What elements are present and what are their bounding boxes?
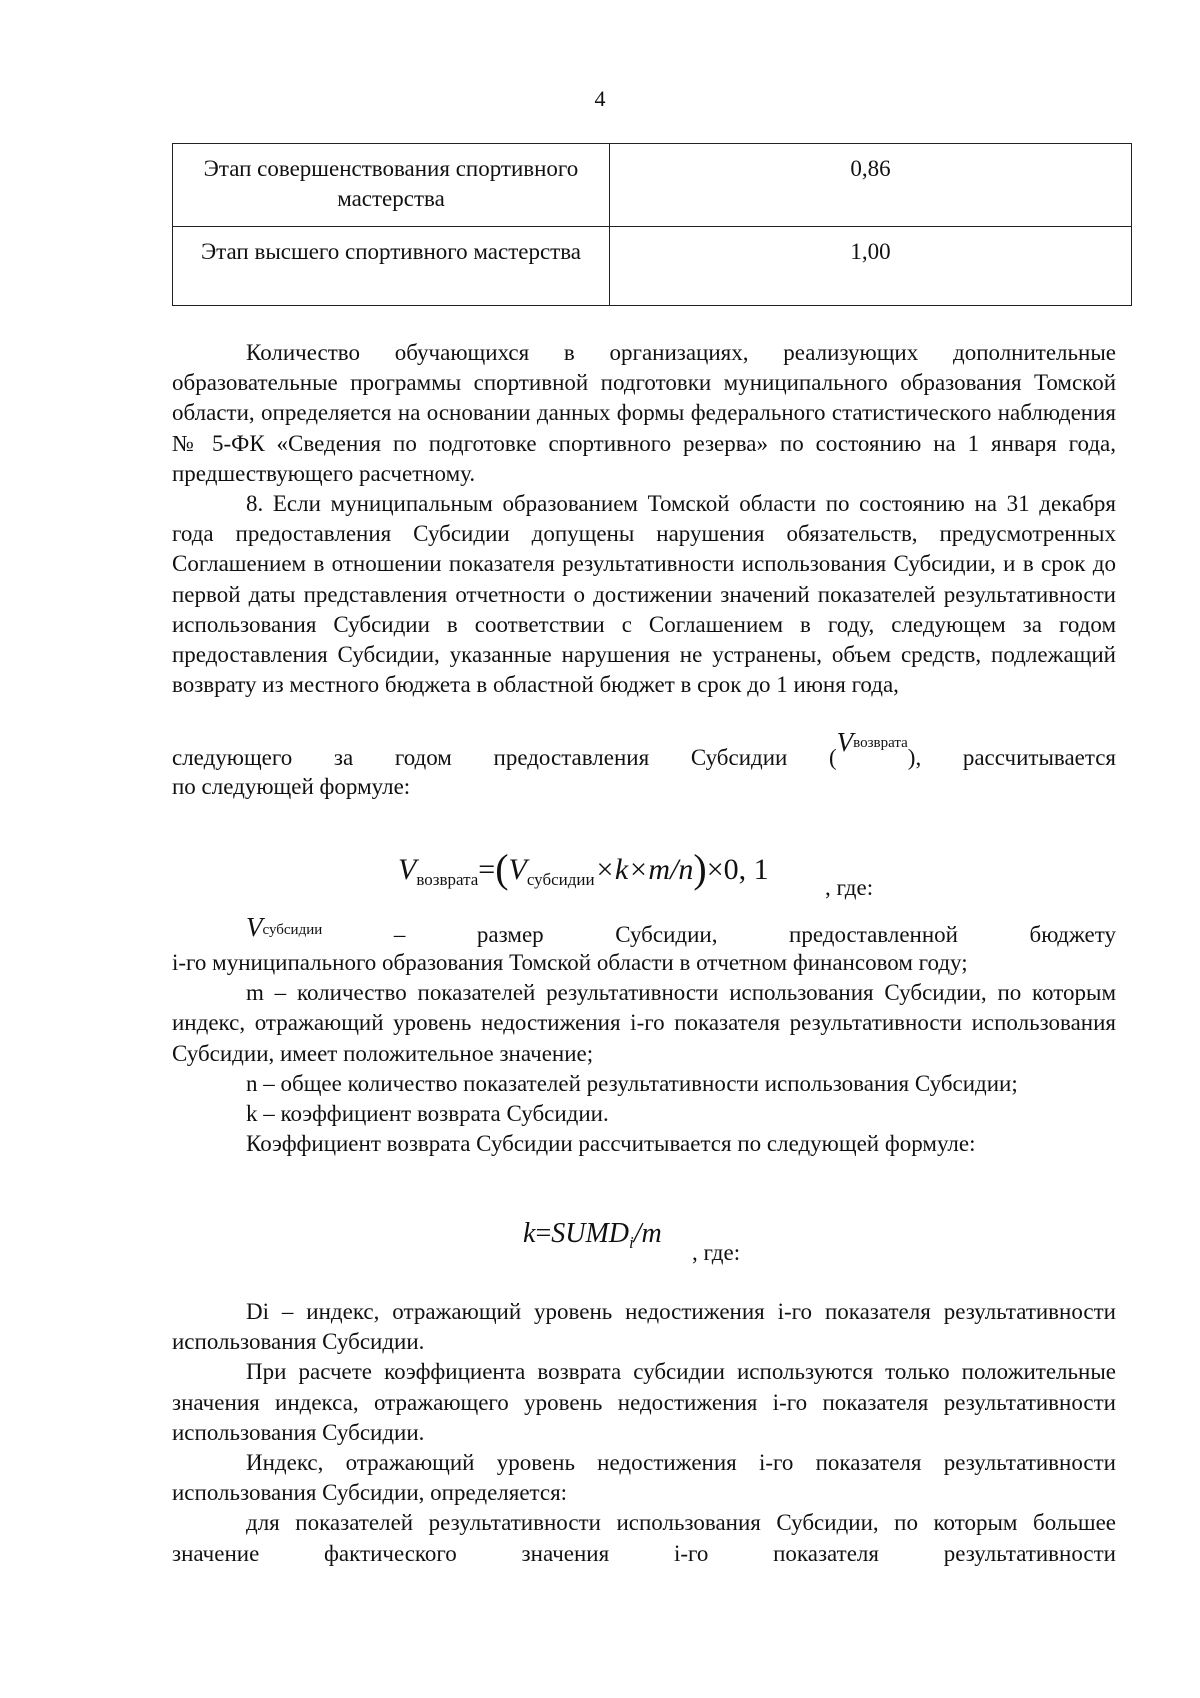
table-row	[173, 227, 1132, 306]
formula2-sum: SUMD	[551, 1218, 629, 1249]
formula-where: , где:	[825, 875, 874, 900]
text-block-1	[172, 338, 1116, 700]
variable-v: V	[836, 727, 854, 757]
definition-vsub-cont: i-го муниципального образования Томской области в отчетном финансовом году;	[172, 950, 968, 975]
text-line-with-variable	[172, 727, 1116, 776]
table-cell-value: 1,00	[610, 227, 1132, 306]
paragraph-formula-intro: по следующей формуле:	[172, 774, 411, 799]
text-block-formula-intro	[172, 772, 1116, 802]
vsub-term: V	[246, 912, 263, 942]
formula-v-sub: субсидии	[526, 870, 595, 889]
formula-open-paren: (	[495, 846, 509, 891]
definition-m: m – количество показателей результативности использования Субсидии, по которым индекс, отражающий уровень недостижения i-го показателя результативности использования Субсидии, имеет положительное значение;	[172, 980, 1116, 1066]
formula-rest: ×k×m/n	[594, 853, 694, 886]
formula2-sub: i	[629, 1233, 634, 1252]
formula2-where: , где:	[692, 1240, 741, 1265]
definition-k: k – коэффициент возврата Субсидии.	[246, 1101, 609, 1127]
table-row	[173, 144, 1132, 227]
variable-v-subscript: возврата	[853, 735, 908, 751]
table-cell-value: 0,86	[610, 144, 1132, 227]
text-block-definitions	[172, 948, 1116, 1159]
line-text-b: ), рассчитывается	[907, 745, 1116, 770]
formula-eq: =	[478, 853, 496, 886]
page-number: 4	[594, 86, 606, 111]
formula-lhs-sub: возврата	[416, 870, 479, 889]
formula-v: V	[508, 853, 527, 886]
table-cell-stage: Этап совершенствования спортивного мастерства	[173, 144, 610, 227]
definition-n: n – общее количество показателей результативности использования Субсидии;	[246, 1070, 1018, 1096]
table-cell-stage: Этап высшего спортивного мастерства	[173, 227, 610, 306]
vsub-definition: – размер Субсидии, предоставленной бюджету	[322, 922, 1116, 947]
paragraph-students-count: Количество обучающихся в организациях, реализующих дополнительные образовательные программы спортивной подготовки муниципального образования Томской области, определяется на основании данных формы федерального статистического наблюдения № 5-ФК «Сведения по подготовке спортивного резерва» по состоянию на 1 января года, предшествующего расчетному.	[172, 340, 1116, 486]
paragraph-last: для показателей результативности использования Субсидии, по которым большее значение фактического значения i-го показателя результативности	[172, 1510, 1116, 1566]
formula-close-paren: )	[693, 846, 707, 891]
paragraph-index: Индекс, отражающий уровень недостижения i-го показателя результативности использования Субсидии, определяется:	[172, 1450, 1116, 1506]
formula-return-volume	[398, 842, 769, 890]
formula2-lhs: k	[523, 1218, 536, 1249]
formula2-rest: /m	[633, 1218, 662, 1249]
formula2-eq: =	[535, 1218, 552, 1249]
formula-lhs-var: V	[398, 853, 417, 886]
text-block-final	[172, 1297, 1116, 1569]
paragraph-k-intro: Коэффициент возврата Субсидии рассчитывается по следующей формуле:	[246, 1131, 976, 1157]
definition-di: Di – индекс, отражающий уровень недостижения i-го показателя результативности использования Субсидии.	[172, 1299, 1116, 1355]
formula-k	[523, 1218, 662, 1253]
paragraph-violation: 8. Если муниципальным образованием Томской области по состоянию на 31 декабря года предоставления Субсидии допущены нарушения обязательств, предусмотренных Соглашением в отношении показателя результативности использования Субсидии, и в срок до первой даты представления отчетности о достижении значений показателей результативности использования Субсидии в соответствии с Соглашением в году, следующем за годом предоставления Субсидии, указанные нарушения не устранены, объем средств, подлежащий возврату из местного бюджета в областной бюджет в срок до 1 июня года,	[172, 491, 1116, 698]
vsub-term-sub: субсидии	[262, 922, 323, 938]
paragraph-positive-values: При расчете коэффициента возврата субсидии используются только положительные значения индекса, отражающего уровень недостижения i-го показателя результативности использования Субсидии.	[172, 1359, 1116, 1445]
formula-mult: ×0, 1	[706, 853, 769, 886]
line-text-a: следующего за годом предоставления Субсидии (	[172, 745, 837, 770]
coefficient-table	[172, 143, 1132, 306]
